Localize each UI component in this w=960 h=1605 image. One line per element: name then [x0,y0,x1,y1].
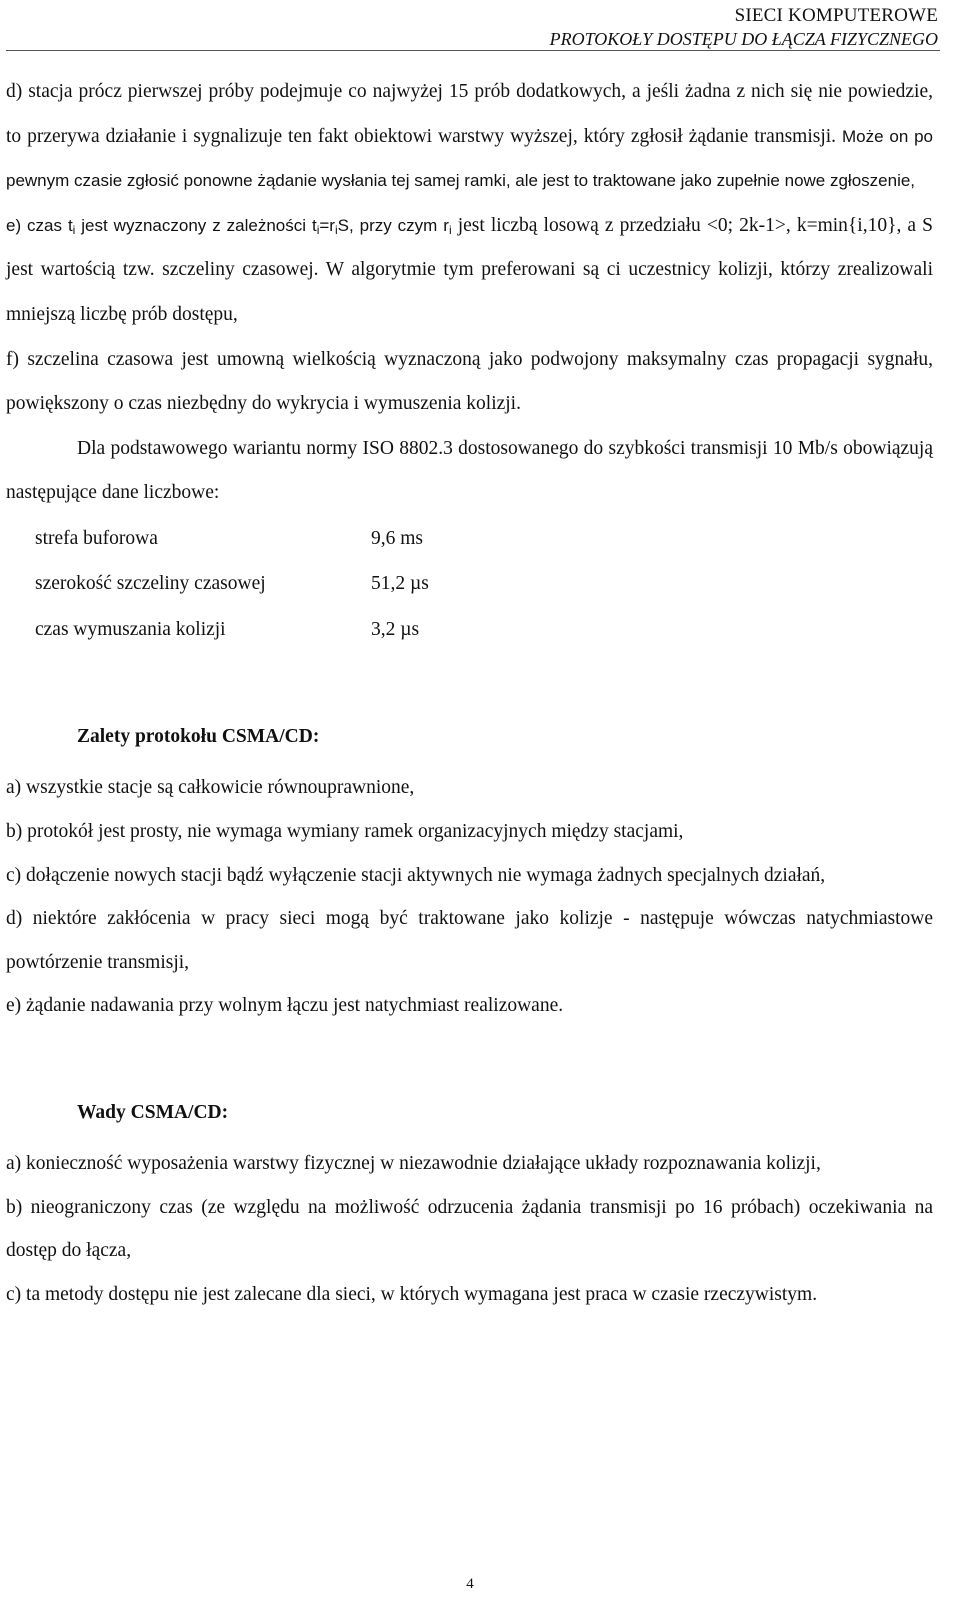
subscript-i: i [448,222,452,237]
parameter-value: 3,2 µs [371,618,420,640]
disadvantage-item: c) ta metody dostępu nie jest zalecane dla sieci, w których wymagana jest praca w czasie rzeczywistym. [6,1283,818,1305]
parameter-row [6,516,933,562]
page-number: 4 [466,1576,474,1592]
advantage-item: a) wszystkie stacje są całkowicie równouprawnione, [6,777,415,799]
paragraph-d [6,70,933,204]
advantage-item: b) protokół jest prosty, nie wymaga wymiany ramek organizacyjnych między stacjami, [6,821,684,843]
paragraph-e-text2: jest wyznaczony z zależności t [75,215,317,235]
paragraph-e-text3: =r [319,215,335,235]
advantage-item: e) żądanie nadawania przy wolnym łączu jest natychmiast realizowane. [6,995,564,1017]
paragraph-e-text6: W algorytmie tym preferowani są ci uczestnicy kolizji, którzy zrealizowali mniejszą liczbę prób dostępu, [6,259,933,325]
paragraph-e [6,204,933,338]
disadvantages-heading: Wady CSMA/CD: [77,1102,229,1123]
paragraph-f: f) szczelina czasowa jest umowną wielkością wyznaczoną jako podwojony maksymalny czas propagacji sygnału, powiększony o czas niezbędny do wykrycia i wymuszenia kolizji. [6,348,933,415]
subscript-i: i [72,222,76,237]
page-header [550,4,938,50]
subscript-i: i [316,222,320,237]
header-subtitle: PROTOKOŁY DOSTĘPU DO ŁĄCZA FIZYCZNEGO [549,29,938,49]
parameter-row [6,607,933,653]
parameter-name: szerokość szczeliny czasowej [35,573,266,595]
paragraph-e-text4: S, przy czym r [337,215,449,235]
parameter-value: 9,6 ms [371,527,424,549]
disadvantage-item: a) konieczność wyposażenia warstwy fizycznej w niezawodnie działające układy rozpoznawania kolizji, [6,1153,821,1174]
paragraph-e-text1: e) czas t [6,215,73,235]
paragraph-intro: Dla podstawowego wariantu normy ISO 8802.3 dostosowanego do szybkości transmisji 10 Mb/s obowiązują następujące dane liczbowe: [6,437,933,504]
parameter-row [6,561,933,607]
parameter-name: strefa buforowa [35,527,158,549]
parameter-value: 51,2 µs [371,573,429,595]
disadvantage-item: b) nieograniczony czas (ze względu na możliwość odrzucenia żądania transmisji po 16 próbach) oczekiwania na dostęp do łącza, [6,1196,933,1262]
advantage-item: c) dołączenie nowych stacji bądź wyłączenie stacji aktywnych nie wymaga żadnych specjalnych działań, [6,864,826,886]
advantages-heading: Zalety protokołu CSMA/CD: [77,726,320,748]
paragraph-d-part1: d) stacja prócz pierwszej próby podejmuje co najwyżej 15 prób dodatkowych, a jeśli żadna z nich się nie powiedzie, to przerywa działanie i sygnalizuje ten fakt obiektowi warstwy wyższej, który zgłosił żądanie transmisji. [6,81,933,147]
advantage-item: d) niektóre zakłócenia w pracy sieci mogą być traktowane jako kolizje - następuje wówczas natychmiastowe powtórzenie transmisji, [6,908,933,973]
header-divider [6,50,940,51]
paragraph-e-text5: jest liczbą losową z przedziału <0; 2k-1>, k=min{i,10}, a S jest wartością tzw. szczeliny czasowej. [6,214,934,281]
subscript-i: i [334,222,338,237]
parameter-name: czas wymuszania kolizji [35,618,226,640]
document-body [6,70,933,1316]
paragraph-d-part2: Może on po pewnym czasie zgłosić ponowne żądanie wysłania tej samej ramki, ale jest to traktowane jako zupełnie nowe zgłoszenie, [6,126,933,191]
header-title: SIECI KOMPUTEROWE [734,5,938,26]
parameter-table [6,516,933,653]
